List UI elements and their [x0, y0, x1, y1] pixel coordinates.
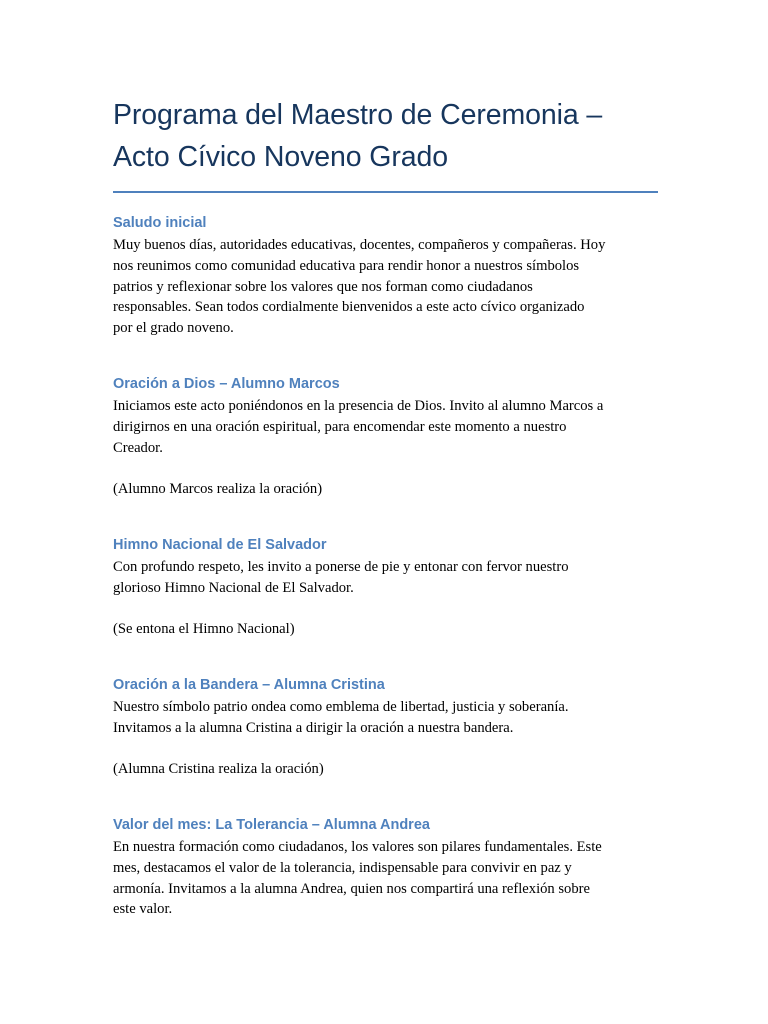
document-title: [113, 0, 658, 178]
title-line-2: Acto Cívico Noveno Grado: [113, 141, 449, 173]
section-heading: Valor del mes: La Tolerancia – Alumna Andrea: [113, 817, 430, 833]
section-saludo-inicial: [113, 213, 658, 339]
section-himno-nacional: [113, 535, 658, 640]
paragraph-line: armonía. Invitamos a la alumna Andrea, quien nos compartirá una reflexión sobre: [113, 880, 590, 897]
section-oracion-a-la-bandera: [113, 675, 658, 780]
section-paragraph: [113, 396, 658, 458]
paragraph-line: Iniciamos este acto poniéndonos en la presencia de Dios. Invito al alumno Marcos a: [113, 398, 604, 414]
paragraph-line: glorioso Himno Nacional de El Salvador.: [113, 579, 354, 596]
section-oracion-a-dios: [113, 374, 658, 500]
section-heading: Himno Nacional de El Salvador: [113, 537, 327, 553]
section-valor-del-mes: [113, 815, 658, 920]
paragraph-line: patrios y reflexionar sobre los valores que nos forman como ciudadanos: [113, 278, 533, 295]
title-line-1: Programa del Maestro de Ceremonia –: [113, 99, 603, 131]
paragraph-line: Creador.: [113, 439, 163, 456]
paragraph-line: Invitamos a la alumna Cristina a dirigir la oración a nuestra bandera.: [113, 719, 514, 736]
section-paragraph: [113, 235, 658, 339]
section-heading: Oración a la Bandera – Alumna Cristina: [113, 677, 385, 693]
section-paragraph: [113, 557, 658, 599]
stage-direction: (Se entona el Himno Nacional): [113, 621, 295, 638]
paragraph-line: Con profundo respeto, les invito a ponerse de pie y entonar con fervor nuestro: [113, 559, 569, 575]
paragraph-line: nos reunimos como comunidad educativa para rendir honor a nuestros símbolos: [113, 257, 580, 274]
paragraph-line: por el grado noveno.: [113, 320, 234, 337]
paragraph-line: En nuestra formación como ciudadanos, los valores son pilares fundamentales. Este: [113, 839, 602, 855]
section-heading: Saludo inicial: [113, 215, 207, 231]
document-page: [113, 0, 658, 918]
section-heading: Oración a Dios – Alumno Marcos: [113, 376, 340, 392]
paragraph-line: dirigirnos en una oración espiritual, para encomendar este momento a nuestro: [113, 418, 567, 435]
stage-direction: (Alumna Cristina realiza la oración): [113, 761, 324, 778]
paragraph-line: responsables. Sean todos cordialmente bienvenidos a este acto cívico organizado: [113, 299, 585, 316]
paragraph-line: Muy buenos días, autoridades educativas, docentes, compañeros y compañeras. Hoy: [113, 237, 606, 253]
paragraph-line: este valor.: [113, 901, 173, 918]
paragraph-line: mes, destacamos el valor de la tolerancia, indispensable para convivir en paz y: [113, 859, 572, 876]
paragraph-line: Nuestro símbolo patrio ondea como emblema de libertad, justicia y soberanía.: [113, 699, 569, 715]
section-paragraph: [113, 697, 658, 739]
section-paragraph: [113, 837, 658, 920]
title-underline: [113, 191, 658, 193]
stage-direction: (Alumno Marcos realiza la oración): [113, 481, 323, 498]
